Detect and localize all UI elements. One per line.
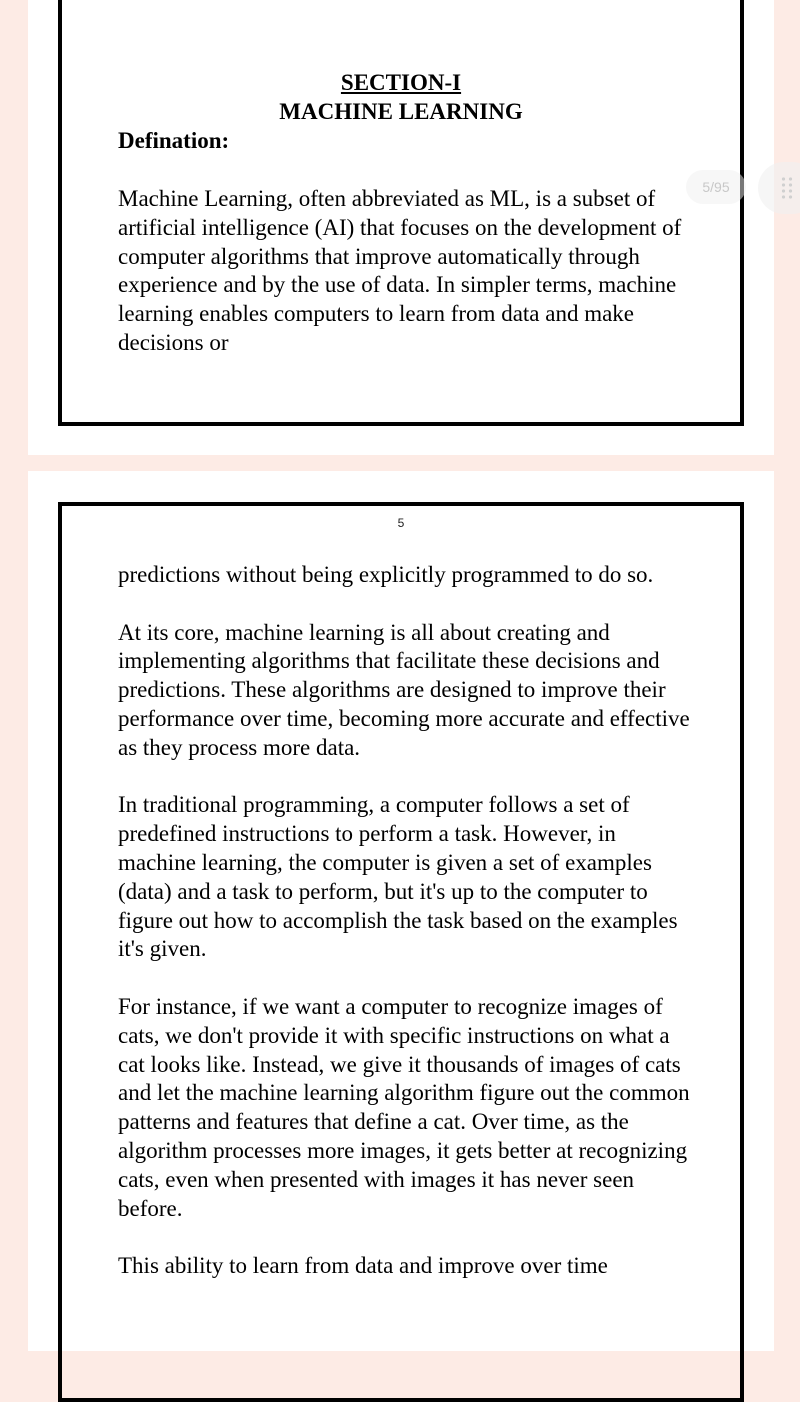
document-page-1: [28, 0, 774, 455]
page-1-body: [118, 185, 698, 387]
section-title: MACHINE LEARNING: [279, 99, 523, 124]
page-2-body: [118, 561, 698, 1310]
section-label: SECTION-I: [340, 70, 462, 95]
page-number: 5: [397, 516, 405, 530]
paragraph: In traditional programming, a computer follows a set of predefined instructions to perform a task. However, in machine learning, the computer is given a set of examples (data) and a task to perform, but it's up to the computer to figure out how to accomplish the task based on the examples it's given.: [118, 792, 678, 962]
paragraph: At its core, machine learning is all about creating and implementing algorithms that facilitate these decisions and predictions. These algorithms are designed to improve their performance over time, becoming more accurate and effective as they process more data.: [118, 619, 690, 760]
paragraph: Machine Learning, often abbreviated as ML, is a subset of artificial intelligence (AI) that focuses on the development of computer algorithms that improve automatically through experience and by the use of data. In simpler terms, machine learning enables computers to learn from data and make decisions or: [118, 186, 682, 355]
paragraph: predictions without being explicitly programmed to do so.: [118, 562, 654, 587]
paragraph: For instance, if we want a computer to recognize images of cats, we don't provide it with specific instructions on what a cat looks like. Instead, we give it thousands of images of cats and let the machine learning algorithm figure out the common patterns and features that define a cat. Over time, as the algorithm processes more images, it gets better at recognizing cats, even when presented with images it has never seen before.: [118, 993, 690, 1221]
page-indicator[interactable]: 5/95: [686, 170, 746, 204]
grip-dots-icon: [780, 176, 794, 200]
paragraph: This ability to learn from data and improve over time: [118, 1253, 608, 1279]
document-page-2: [28, 471, 774, 1351]
definition-heading: Defination:: [118, 128, 230, 153]
